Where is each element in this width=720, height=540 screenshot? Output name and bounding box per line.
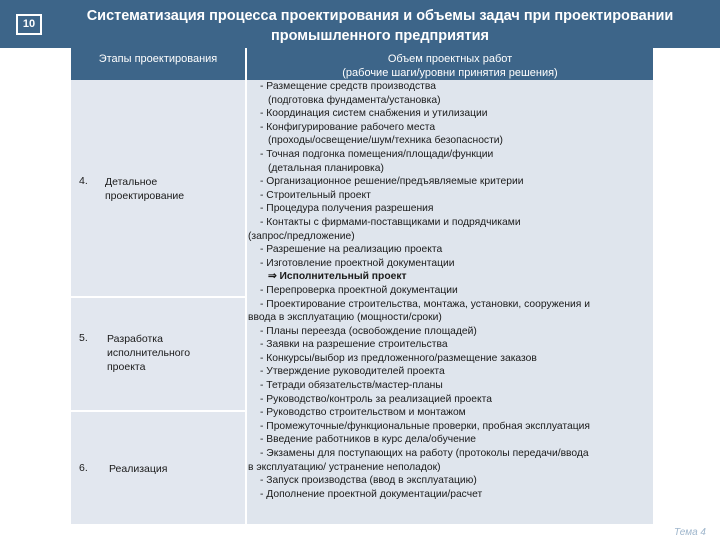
- task-item: - Дополнение проектной документации/расчет: [260, 488, 483, 500]
- slide-number: 10: [16, 14, 42, 35]
- stage-name-line: Реализация: [109, 463, 168, 475]
- task-item: (запрос/предложение): [248, 230, 355, 242]
- task-item: - Размещение средств производства: [260, 81, 436, 92]
- task-item: - Перепроверка проектной документации: [260, 284, 458, 296]
- task-item: - Введение работников в курс дела/обучение: [260, 434, 476, 446]
- stage-name: [109, 462, 167, 476]
- task-item: - Планы переезда (освобождение площадей): [260, 325, 477, 337]
- column-header-stages: [71, 48, 245, 80]
- task-item: - Организационное решение/предъявляемые критерии: [260, 176, 524, 188]
- stage-number: 5.: [79, 332, 88, 344]
- task-item: - Конфигурирование рабочего места: [260, 121, 436, 133]
- task-item: - Контакты с фирмами-поставщиками и подрядчиками: [260, 216, 521, 228]
- stage-number: 6.: [79, 462, 88, 474]
- task-item: (подготовка фундамента/установка): [268, 94, 441, 106]
- stage-name-line: Детальное: [105, 176, 158, 188]
- stage-divider: [71, 296, 245, 298]
- stage-divider: [71, 410, 245, 412]
- task-item: - Промежуточные/функциональные проверки, пробная эксплуатация: [260, 420, 590, 432]
- task-list: [248, 80, 650, 501]
- task-item: - Тетради обязательств/мастер-планы: [260, 380, 443, 392]
- stage-name-line: проекта: [107, 361, 146, 373]
- task-item: - Строительный проект: [260, 189, 371, 201]
- footer-topic: Тема 4: [674, 527, 706, 538]
- column-header-stages-label: Этапы проектирования: [98, 53, 218, 65]
- task-item: ввода в эксплуатацию (мощности/сроки): [248, 312, 442, 324]
- task-item: - Координация систем снабжения и утилизации: [260, 108, 488, 120]
- stage-name: [107, 332, 190, 374]
- column-header-tasks: [247, 48, 653, 80]
- task-item: - Точная подгонка помещения/площади/функции: [260, 148, 494, 160]
- column-header-tasks-line2: (рабочие шаги/уровни принятия решения): [342, 67, 558, 79]
- task-item: - Экзамены для поступающих на работу (протоколы передачи/ввода: [260, 448, 589, 460]
- stage-name-line: исполнительного: [107, 347, 191, 359]
- task-item: (проходы/освещение/шум/техника безопасности): [268, 135, 503, 147]
- task-item: (детальная планировка): [268, 162, 384, 174]
- stage-name-line: проектирование: [105, 190, 185, 202]
- task-item: - Утверждение руководителей проекта: [260, 366, 445, 378]
- task-item: - Проектирование строительства, монтажа, установки, сооружения и: [260, 298, 590, 310]
- task-item: - Заявки на разрешение строительства: [260, 339, 448, 351]
- process-table: [71, 48, 653, 524]
- stages-column: [71, 80, 245, 524]
- task-item: - Разрешение на реализацию проекта: [260, 244, 443, 256]
- stage-name-line: Разработка: [107, 333, 163, 345]
- task-item: в эксплуатацию/ устранение неполадок): [248, 461, 441, 473]
- stage-name: [105, 175, 184, 203]
- task-item-result: ⇒ Исполнительный проект: [268, 271, 407, 283]
- stage-number: 4.: [79, 175, 88, 187]
- column-divider: [245, 48, 247, 524]
- task-item: - Конкурсы/выбор из предложенного/размещение заказов: [260, 352, 537, 364]
- slide-title: Систематизация процесса проектирования и объемы задач при проектировании промышленного предприятия: [86, 8, 674, 44]
- task-item: - Процедура получения разрешения: [260, 203, 434, 215]
- task-item: - Руководство/контроль за реализацией проекта: [260, 393, 492, 405]
- column-header-tasks-line1: Объем проектных работ: [387, 53, 513, 65]
- task-item: - Руководство строительством и монтажом: [260, 407, 466, 419]
- task-item: - Запуск производства (ввод в эксплуатацию): [260, 475, 477, 487]
- header-bar: [0, 0, 720, 48]
- task-item: - Изготовление проектной документации: [260, 257, 455, 269]
